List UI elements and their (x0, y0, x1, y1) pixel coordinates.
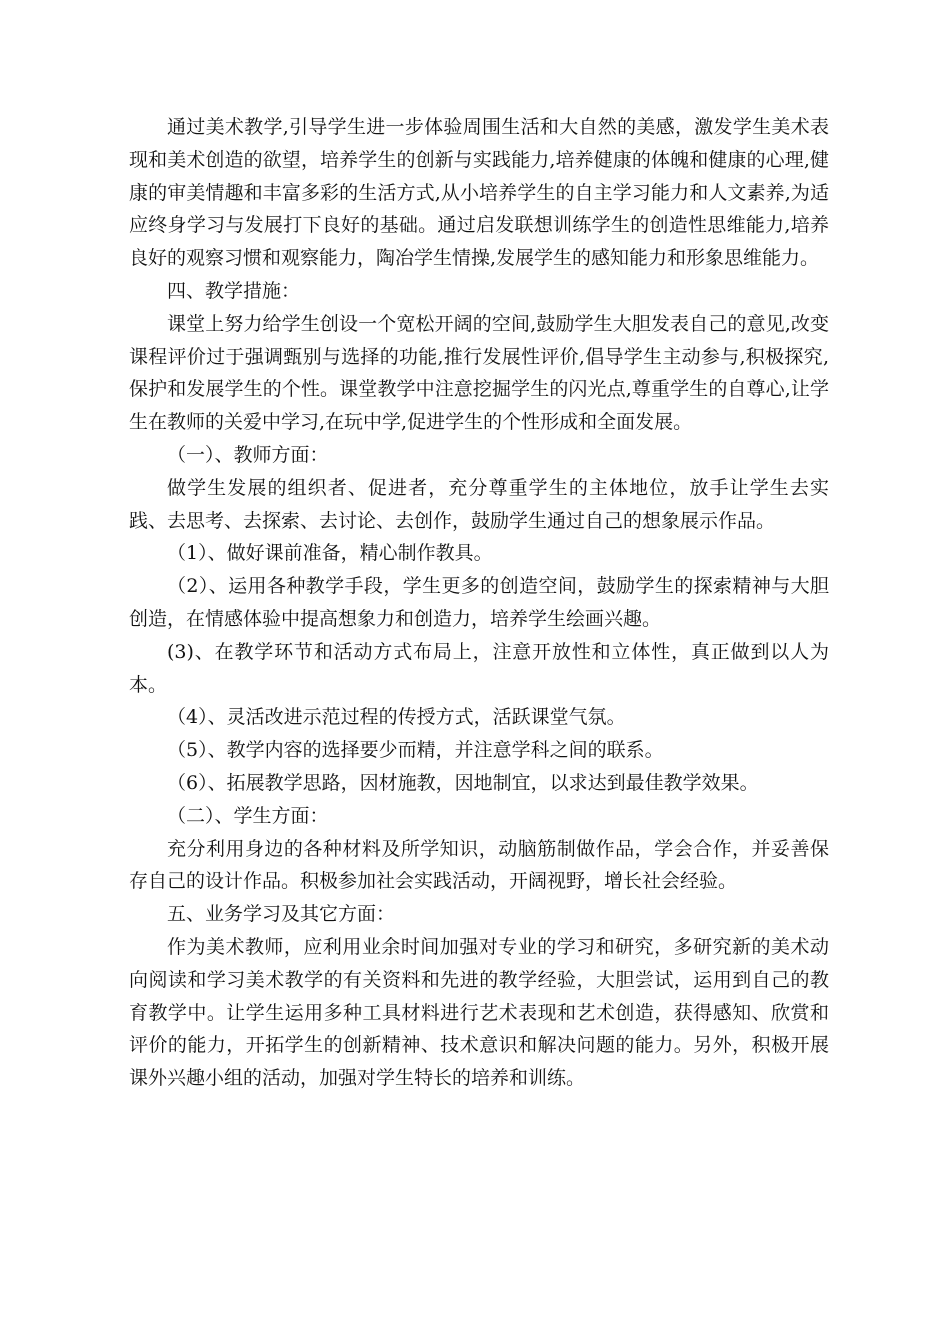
section-heading-professional-study: 五、业务学习及其它方面： (167, 903, 396, 926)
paragraph-classroom: 课堂上努力给学生创设一个宽松开阔的空间,鼓励学生大胆发表自己的意见,改变课程评价过于强调甄别与选择的功能,推行发展性评价,倡导学生主动参与,积极探究,保护和发展学生的个性。课堂教学中注意挖掘学生的闪光点,尊重学生的自尊心,让学生在教师的关爱中学习,在玩中学,促进学生的个性形成和全面发展。 (129, 312, 829, 434)
list-item-1: （1）、做好课前准备，精心制作教具。 (167, 542, 493, 565)
subheading-student: （二）、学生方面： (167, 804, 329, 827)
paragraph-teacher-role: 做学生发展的组织者、促进者，充分尊重学生的主体地位，放手让学生去实践、去思考、去探索、去讨论、去创作，鼓励学生通过自己的想象展示作品。 (129, 476, 829, 532)
paragraph-professional-study: 作为美术教师，应利用业余时间加强对专业的学习和研究，多研究新的美术动向阅读和学习美术教学的有关资料和先进的教学经验，大胆尝试，运用到自己的教育教学中。让学生运用多种工具材料进行艺术表现和艺术创造，获得感知、欣赏和评价的能力，开拓学生的创新精神、技术意识和解决问题的能力。另外，积极开展课外兴趣小组的活动，加强对学生特长的培养和训练。 (129, 935, 829, 1090)
list-item-4: （4）、灵活改进示范过程的传授方式，活跃课堂气氛。 (167, 706, 626, 729)
paragraph-student: 充分利用身边的各种材料及所学知识，动脑筋制做作品，学会合作，并妥善保存自己的设计作品。积极参加社会实践活动，开阔视野，增长社会经验。 (129, 837, 829, 893)
list-item-5: （5）、教学内容的选择要少而精，并注意学科之间的联系。 (167, 739, 664, 762)
list-item-6: （6）、拓展教学思路，因材施教，因地制宜，以求达到最佳教学效果。 (167, 771, 759, 794)
document-page (129, 111, 829, 1095)
list-item-3: (3)、在教学环节和活动方式布局上，注意开放性和立体性，真正做到以人为本。 (129, 640, 829, 696)
section-heading-teaching-measures: 四、教学措施： (167, 279, 301, 302)
subheading-teacher: （一）、教师方面： (167, 443, 329, 466)
paragraph-goals: 通过美术教学,引导学生进一步体验周围生活和大自然的美感，激发学生美术表现和美术创造的欲望，培养学生的创新与实践能力,培养健康的体魄和健康的心理,健康的审美情趣和丰富多彩的生活方式,从小培养学生的自主学习能力和人文素养,为适应终身学习与发展打下良好的基础。通过启发联想训练学生的创造性思维能力,培养良好的观察习惯和观察能力，陶冶学生情操,发展学生的感知能力和形象思维能力。 (129, 116, 829, 270)
list-item-2: （2）、运用各种教学手段，学生更多的创造空间，鼓励学生的探索精神与大胆创造，在情感体验中提高想象力和创造力，培养学生绘画兴趣。 (129, 575, 829, 630)
